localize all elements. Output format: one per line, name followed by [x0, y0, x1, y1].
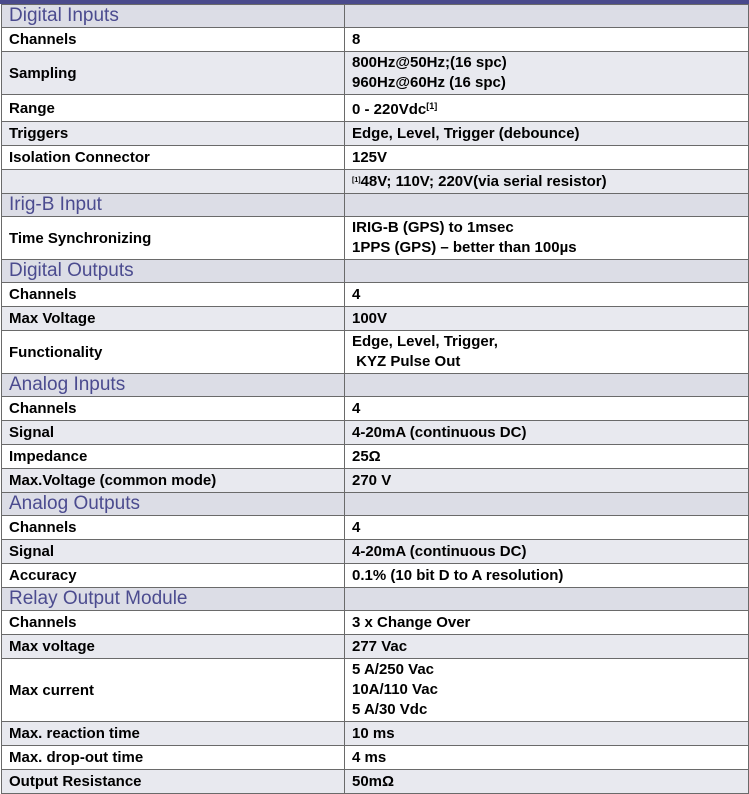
spec-value-text: 4 [352, 285, 361, 303]
spec-value-text: 100V [352, 309, 388, 327]
spec-label: Channels [2, 28, 345, 52]
spec-row-channels [2, 397, 749, 421]
spec-value [345, 746, 749, 770]
spec-value [345, 611, 749, 635]
spec-value-line [352, 447, 748, 467]
spec-value [345, 770, 749, 794]
section-title: Digital Outputs [2, 260, 345, 283]
spec-label [2, 170, 345, 194]
spec-label: Channels [2, 397, 345, 421]
spec-row-max-reaction-time [2, 722, 749, 746]
section-header-digital-inputs [2, 5, 749, 28]
spec-row-impedance [2, 445, 749, 469]
spec-value-line [352, 96, 748, 120]
spec-value-text: 4 [352, 518, 361, 536]
spec-row-channels [2, 283, 749, 307]
spec-value [345, 28, 749, 52]
spec-value-line [352, 352, 748, 372]
spec-value-text: 4-20mA (continuous DC) [352, 423, 527, 441]
section-header-analog-inputs [2, 374, 749, 397]
spec-row-range [2, 95, 749, 122]
section-header-digital-outputs [2, 260, 749, 283]
spec-value-line [352, 73, 748, 93]
spec-row-time-synchronizing [2, 217, 749, 260]
spec-label: Max. reaction time [2, 722, 345, 746]
spec-row-functionality [2, 331, 749, 374]
spec-value [345, 122, 749, 146]
spec-value-text: 277 Vac [352, 637, 408, 655]
spec-value-line [352, 309, 748, 329]
spec-value [345, 421, 749, 445]
section-title: Analog Outputs [2, 493, 345, 516]
section-header-empty-cell [345, 194, 749, 217]
spec-label: Time Synchronizing [2, 217, 345, 260]
spec-label: Channels [2, 611, 345, 635]
spec-row-triggers [2, 122, 749, 146]
spec-label: Channels [2, 283, 345, 307]
spec-value [345, 445, 749, 469]
spec-value [345, 469, 749, 493]
spec-value-text: 5 A/250 Vac [352, 661, 435, 678]
spec-label: Max voltage [2, 635, 345, 659]
spec-label: Output Resistance [2, 770, 345, 794]
section-header-irig-b-input [2, 194, 749, 217]
spec-value-line [352, 566, 748, 586]
section-header-empty-cell [345, 493, 749, 516]
spec-value-text: KYZ Pulse Out [352, 353, 461, 370]
spec-label: Max. drop-out time [2, 746, 345, 770]
spec-value [345, 540, 749, 564]
spec-value [345, 146, 749, 170]
spec-value-text: 10A/110 Vac [352, 681, 438, 698]
spec-value [345, 95, 749, 122]
footnote-marker: [1] [426, 101, 438, 111]
spec-value-line [352, 148, 748, 168]
spec-label: Signal [2, 421, 345, 445]
section-title: Relay Output Module [2, 588, 345, 611]
spec-value [345, 516, 749, 540]
spec-label: Max Voltage [2, 307, 345, 331]
spec-value-line [352, 680, 748, 700]
spec-row-signal [2, 421, 749, 445]
spec-row-max-drop-out-time [2, 746, 749, 770]
spec-value [345, 564, 749, 588]
spec-value-line [352, 238, 748, 258]
spec-label: Accuracy [2, 564, 345, 588]
spec-value-text: 50mΩ [352, 772, 395, 790]
spec-value-line [352, 518, 748, 538]
spec-value-text: 25Ω [352, 447, 381, 465]
section-title: Digital Inputs [2, 5, 345, 28]
footnote-text: 48V; 110V; 220V(via serial resistor) [360, 173, 607, 190]
section-header-empty-cell [345, 374, 749, 397]
spec-value-line [352, 53, 748, 73]
spec-value-text: 0 - 220Vdc [352, 101, 427, 118]
spec-value-line [352, 724, 748, 744]
spec-label: Triggers [2, 122, 345, 146]
spec-row-isolation-connector [2, 146, 749, 170]
spec-value [345, 331, 749, 374]
spec-value-text: 0.1% (10 bit D to A resolution) [352, 566, 564, 584]
spec-row-max-voltage-common-mode [2, 469, 749, 493]
spec-value-line [352, 471, 748, 491]
spec-row-accuracy [2, 564, 749, 588]
spec-value [345, 52, 749, 95]
spec-value-line [352, 30, 748, 50]
spec-value-line [352, 660, 748, 680]
spec-value-line [352, 772, 748, 792]
spec-value [345, 283, 749, 307]
spec-label: Sampling [2, 52, 345, 95]
footnote-marker: [1] [352, 177, 361, 184]
spec-value-line [352, 423, 748, 443]
spec-value [345, 397, 749, 421]
spec-value-text: 960Hz@60Hz (16 spc) [352, 74, 506, 91]
spec-value-line [352, 332, 748, 352]
section-header-empty-cell [345, 588, 749, 611]
spec-table [1, 4, 749, 794]
spec-row-max-voltage [2, 307, 749, 331]
spec-value [345, 635, 749, 659]
spec-row-blank [2, 170, 749, 194]
spec-value-line [352, 218, 748, 238]
spec-value-text: 3 x Change Over [352, 613, 471, 631]
spec-value-text: 5 A/30 Vdc [352, 701, 428, 718]
spec-label: Impedance [2, 445, 345, 469]
spec-value-text: IRIG-B (GPS) to 1msec [352, 219, 514, 236]
spec-row-channels [2, 28, 749, 52]
spec-value-text: 125V [352, 148, 388, 166]
spec-value-line [352, 748, 748, 768]
spec-value [345, 170, 749, 194]
spec-table-body [2, 5, 749, 794]
spec-row-max-voltage [2, 635, 749, 659]
spec-row-channels [2, 516, 749, 540]
spec-value-text: 4 ms [352, 748, 387, 766]
spec-label: Range [2, 95, 345, 122]
section-title: Analog Inputs [2, 374, 345, 397]
spec-label: Max.Voltage (common mode) [2, 469, 345, 493]
spec-value-line [352, 637, 748, 657]
section-header-relay-output-module [2, 588, 749, 611]
spec-value-text: 4-20mA (continuous DC) [352, 542, 527, 560]
spec-value-text: 270 V [352, 471, 392, 489]
spec-value-text: Edge, Level, Trigger, [352, 333, 498, 350]
spec-value-line [352, 700, 748, 720]
spec-label: Channels [2, 516, 345, 540]
spec-value-text: 800Hz@50Hz;(16 spc) [352, 54, 507, 71]
spec-value-text: 8 [352, 30, 361, 48]
section-title: Irig-B Input [2, 194, 345, 217]
spec-value [345, 659, 749, 722]
spec-value-line [352, 285, 748, 305]
spec-value-text: 10 ms [352, 724, 395, 742]
spec-row-output-resistance [2, 770, 749, 794]
spec-value-text: Edge, Level, Trigger (debounce) [352, 124, 580, 142]
spec-value-text: 4 [352, 399, 361, 417]
spec-value [345, 307, 749, 331]
spec-label: Isolation Connector [2, 146, 345, 170]
spec-label: Functionality [2, 331, 345, 374]
spec-row-signal [2, 540, 749, 564]
spec-value-line [352, 542, 748, 562]
spec-value-line [352, 399, 748, 419]
spec-value-line [352, 613, 748, 633]
section-header-empty-cell [345, 260, 749, 283]
spec-row-channels [2, 611, 749, 635]
spec-row-sampling [2, 52, 749, 95]
section-header-empty-cell [345, 5, 749, 28]
spec-value [345, 722, 749, 746]
spec-value [345, 217, 749, 260]
section-header-analog-outputs [2, 493, 749, 516]
spec-value-line [352, 124, 748, 144]
spec-label: Max current [2, 659, 345, 722]
spec-row-max-current [2, 659, 749, 722]
spec-label: Signal [2, 540, 345, 564]
spec-value-text: 1PPS (GPS) – better than 100µs [352, 239, 577, 256]
